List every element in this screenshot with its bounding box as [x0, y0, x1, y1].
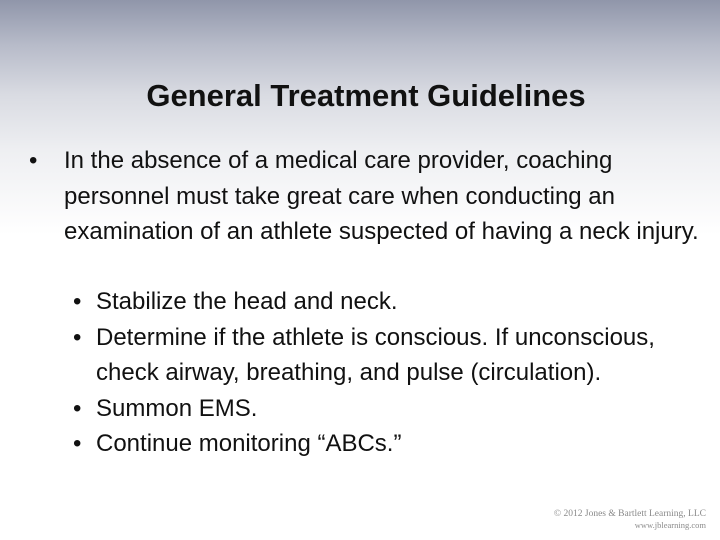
sub-bullet-text: Continue monitoring “ABCs.”: [96, 430, 402, 457]
sub-bullet-text: Summon EMS.: [96, 394, 258, 422]
main-bullet-text: In the absence of a medical care provider, coaching personnel must take great care when conducting an examination of an athlete suspected of having a neck injury.: [64, 147, 699, 245]
sub-bullet-item: [73, 426, 696, 462]
publisher-website: www.jblearning.com: [634, 520, 706, 530]
bullet-icon: •: [73, 394, 82, 422]
bullet-icon: •: [73, 323, 82, 351]
bullet-icon: •: [29, 147, 38, 174]
sub-bullet-item: [73, 284, 696, 320]
bullet-icon: •: [73, 288, 82, 315]
slide-title: General Treatment Guidelines: [146, 78, 586, 113]
sub-bullet-text: Determine if the athlete is conscious. If unconscious, check airway, breathing, and pulse (circulation).: [96, 323, 655, 386]
copyright-notice: [554, 509, 706, 531]
bullet-icon: •: [73, 430, 82, 457]
sub-bullet-text: Stabilize the head and neck.: [96, 288, 398, 315]
sub-bullet-item: [73, 391, 696, 427]
main-bullet-point: [29, 143, 704, 250]
copyright-text: © 2012 Jones & Bartlett Learning, LLC: [553, 509, 706, 519]
sub-bullet-list: [73, 284, 696, 462]
sub-bullet-item: [73, 320, 696, 391]
